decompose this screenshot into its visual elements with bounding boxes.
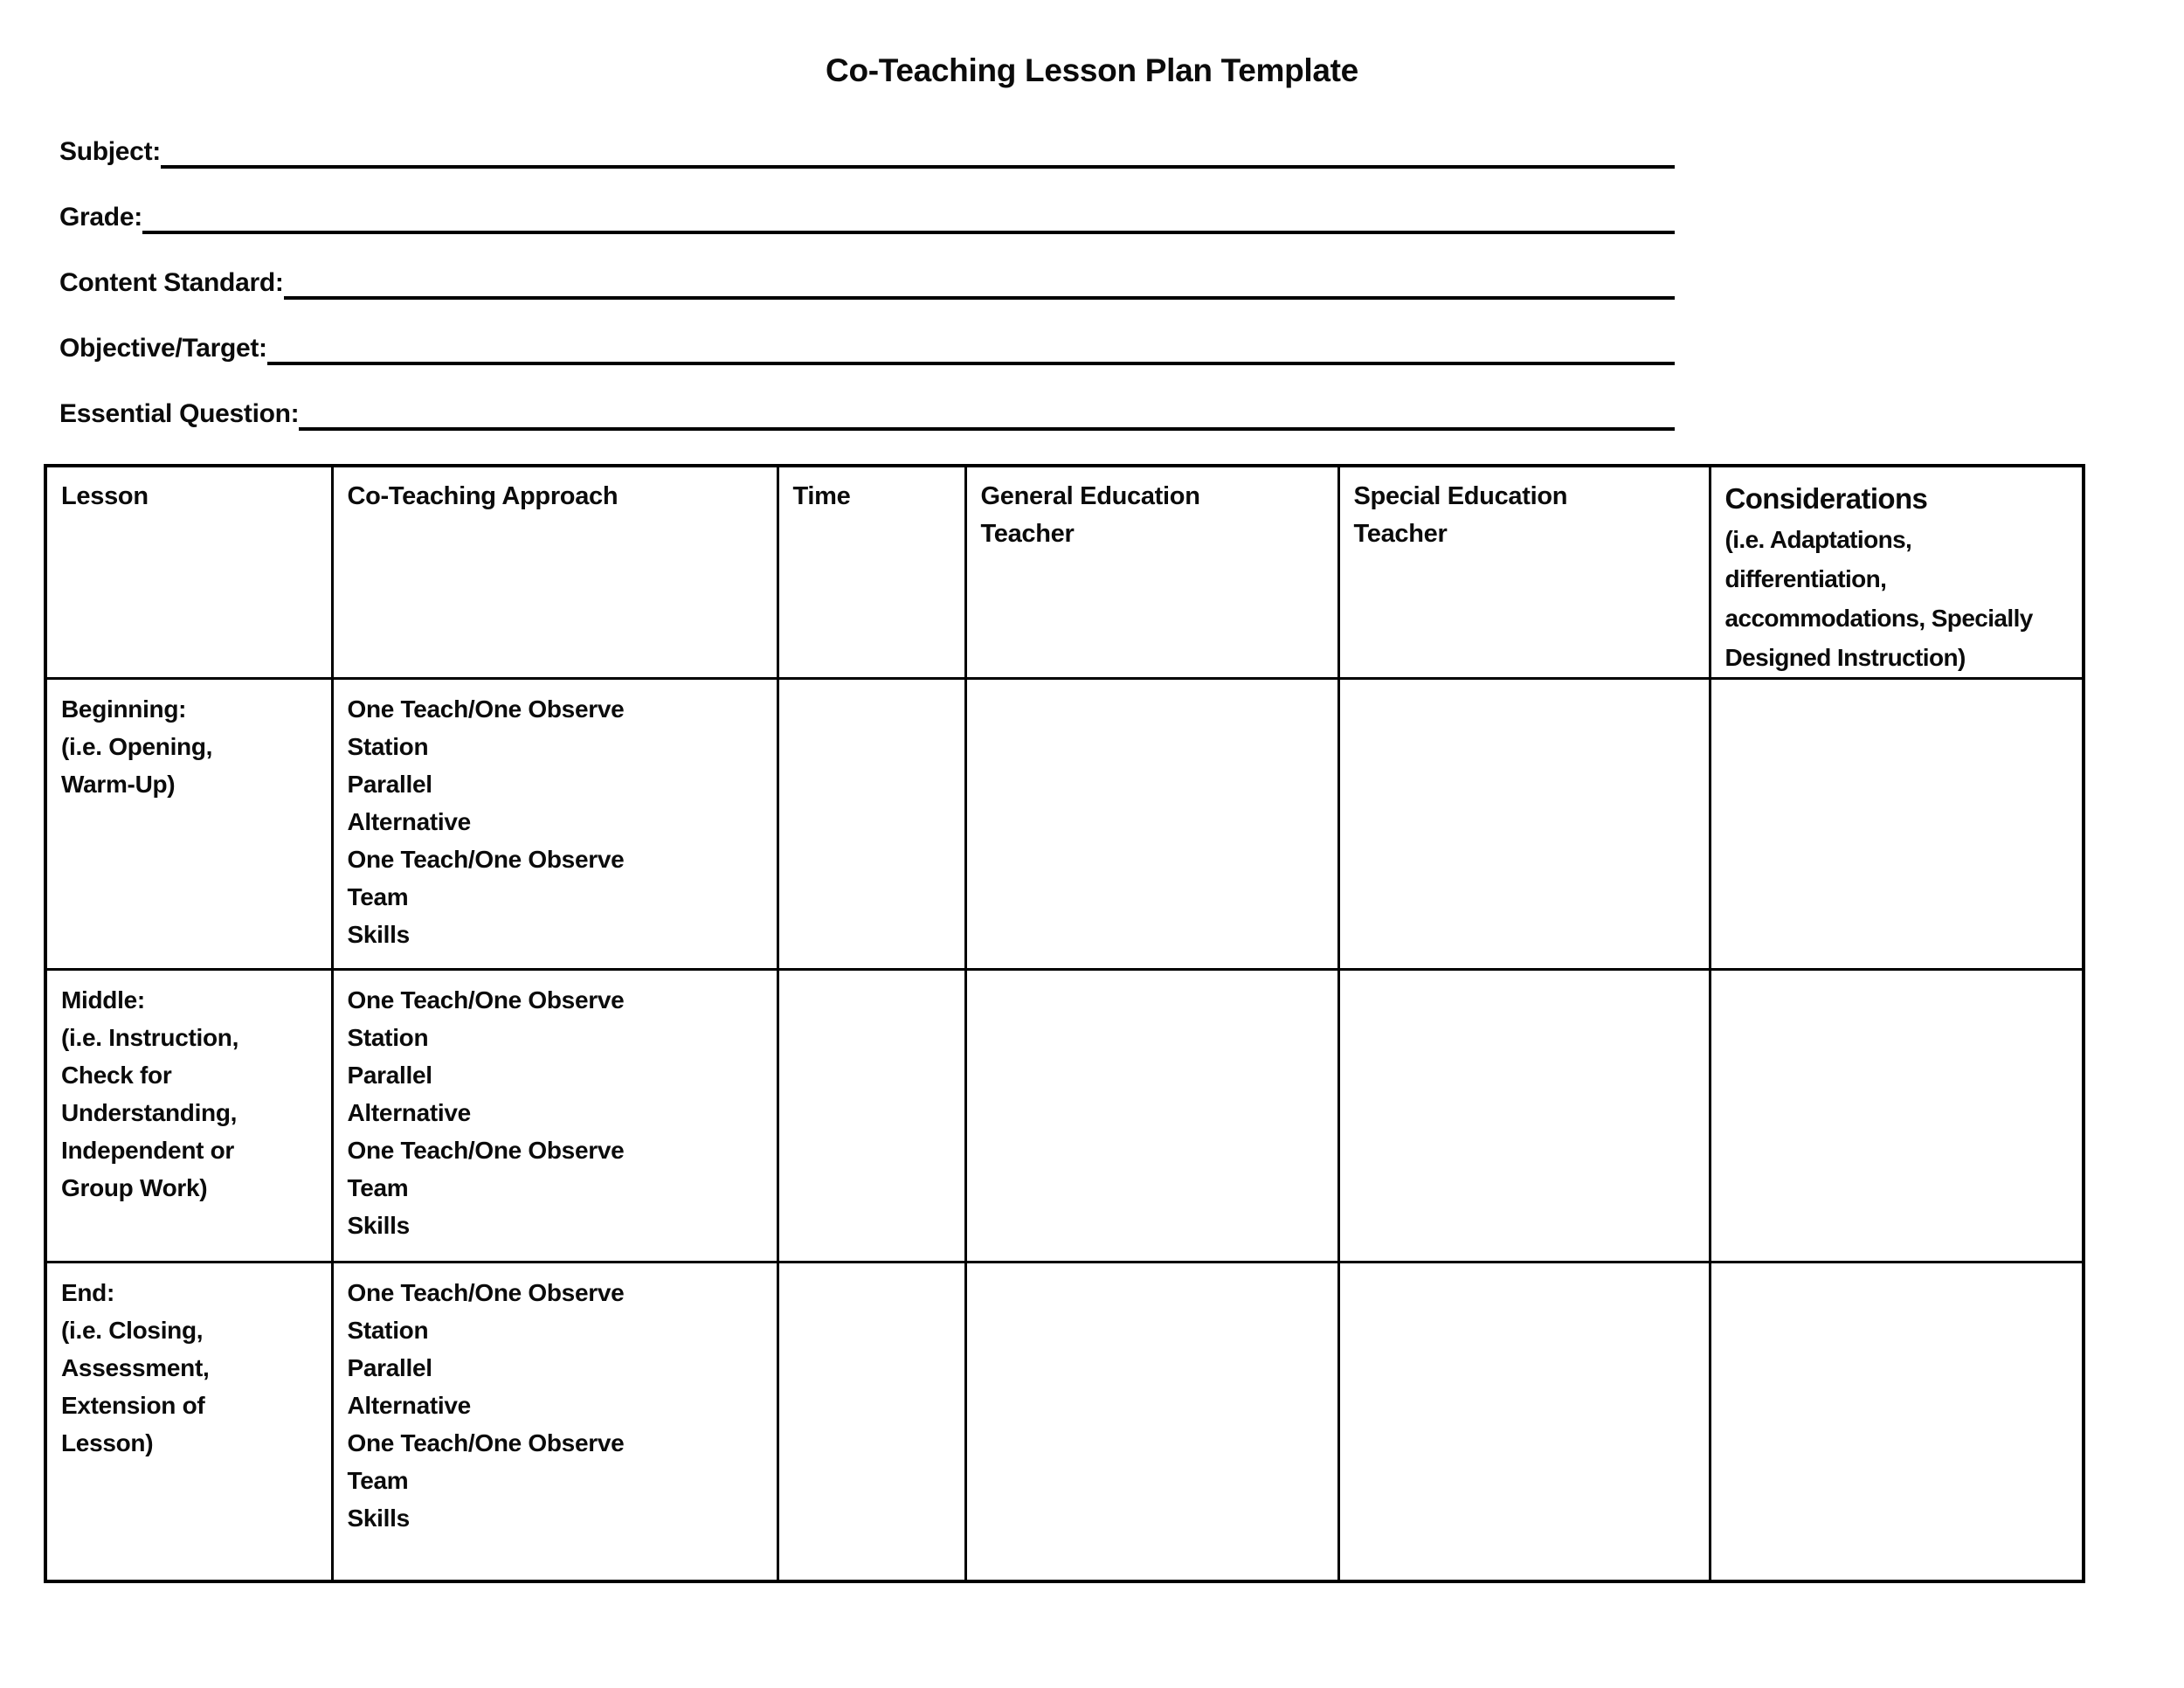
column-header-special-education-teacher: Special Education Teacher — [1338, 466, 1710, 679]
field-content-standard-label: Content Standard: — [59, 268, 284, 297]
table-row-middle — [45, 970, 2084, 1263]
table-row-beginning — [45, 679, 2084, 970]
end-considerations-cell — [1710, 1263, 2084, 1581]
field-subject — [59, 136, 1675, 169]
beginning-general-education-teacher-cell — [965, 679, 1338, 970]
field-grade-underline — [142, 202, 1675, 234]
field-essential-question-label: Essential Question: — [59, 399, 300, 428]
end-approach-options: One Teach/One Observe Station Parallel Alternative One Teach/One Observe Team Skills — [332, 1263, 778, 1581]
middle-considerations-cell — [1710, 970, 2084, 1263]
middle-time-cell — [778, 970, 965, 1263]
table-header-row — [45, 466, 2084, 679]
field-grade-label: Grade: — [59, 203, 142, 232]
end-general-education-teacher-cell — [965, 1263, 1338, 1581]
field-content-standard — [59, 267, 1675, 301]
field-objective-target — [59, 333, 1675, 366]
field-content-standard-underline — [284, 267, 1675, 300]
end-time-cell — [778, 1263, 965, 1581]
field-objective-target-label: Objective/Target: — [59, 334, 267, 363]
middle-approach-options: One Teach/One Observe Station Parallel Alternative One Teach/One Observe Team Skills — [332, 970, 778, 1263]
lesson-plan-table — [44, 464, 2085, 1583]
middle-lesson-label: Middle: (i.e. Instruction, Check for Understanding, Independent or Group Work) — [45, 970, 332, 1263]
table-row-end — [45, 1263, 2084, 1581]
beginning-considerations-cell — [1710, 679, 2084, 970]
middle-special-education-teacher-cell — [1338, 970, 1710, 1263]
beginning-approach-options: One Teach/One Observe Station Parallel Alternative One Teach/One Observe Team Skills — [332, 679, 778, 970]
field-grade — [59, 202, 1675, 235]
column-header-time: Time — [778, 466, 965, 679]
column-header-co-teaching-approach: Co-Teaching Approach — [332, 466, 778, 679]
field-essential-question-underline — [299, 398, 1675, 431]
considerations-title: Considerations — [1724, 482, 1928, 515]
beginning-lesson-label: Beginning: (i.e. Opening, Warm-Up) — [45, 679, 332, 970]
field-essential-question — [59, 398, 1675, 432]
field-objective-target-underline — [267, 333, 1675, 365]
beginning-time-cell — [778, 679, 965, 970]
column-header-general-education-teacher: General Education Teacher — [965, 466, 1338, 679]
field-subject-underline — [161, 136, 1675, 169]
header-fields — [59, 136, 1675, 432]
considerations-subtitle: (i.e. Adaptations, differentiation, accommodations, Specially Designed Instruction) — [1724, 526, 2033, 671]
page-title: Co-Teaching Lesson Plan Template — [826, 52, 1358, 88]
beginning-special-education-teacher-cell — [1338, 679, 1710, 970]
end-special-education-teacher-cell — [1338, 1263, 1710, 1581]
column-header-considerations — [1710, 466, 2084, 679]
middle-general-education-teacher-cell — [965, 970, 1338, 1263]
column-header-lesson: Lesson — [45, 466, 332, 679]
field-subject-label: Subject: — [59, 137, 161, 166]
end-lesson-label: End: (i.e. Closing, Assessment, Extension of Lesson) — [45, 1263, 332, 1581]
